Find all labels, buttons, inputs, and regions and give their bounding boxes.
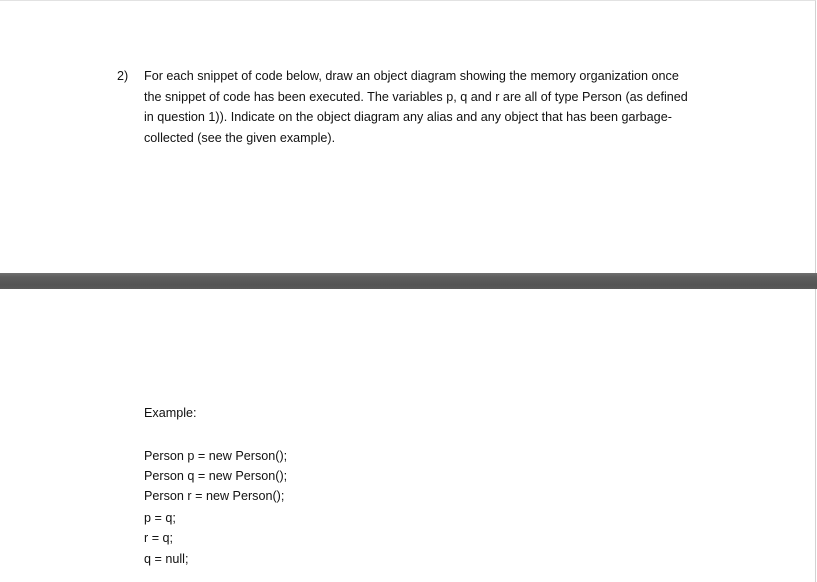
document-page-1 xyxy=(0,0,816,274)
question-number: 2) xyxy=(117,69,129,83)
page-break-separator xyxy=(0,273,817,289)
example-label: Example: xyxy=(144,406,197,420)
code-line: q = null; xyxy=(144,552,189,566)
question-line: the snippet of code has been executed. The variables p, q and r are all of type Person (as defined xyxy=(144,89,688,104)
code-line: Person p = new Person(); xyxy=(144,449,288,463)
question-line: in question 1)). Indicate on the object diagram any alias and any object that has been garbage- xyxy=(144,110,672,124)
code-line: r = q; xyxy=(144,531,174,545)
code-line: p = q; xyxy=(144,511,176,525)
document-page-2 xyxy=(0,289,816,582)
code-line: Person q = new Person(); xyxy=(144,469,288,483)
code-line: Person r = new Person(); xyxy=(144,489,285,503)
question-line: For each snippet of code below, draw an object diagram showing the memory organization once xyxy=(144,69,679,83)
question-line: collected (see the given example). xyxy=(144,130,336,145)
question-text xyxy=(144,66,727,148)
